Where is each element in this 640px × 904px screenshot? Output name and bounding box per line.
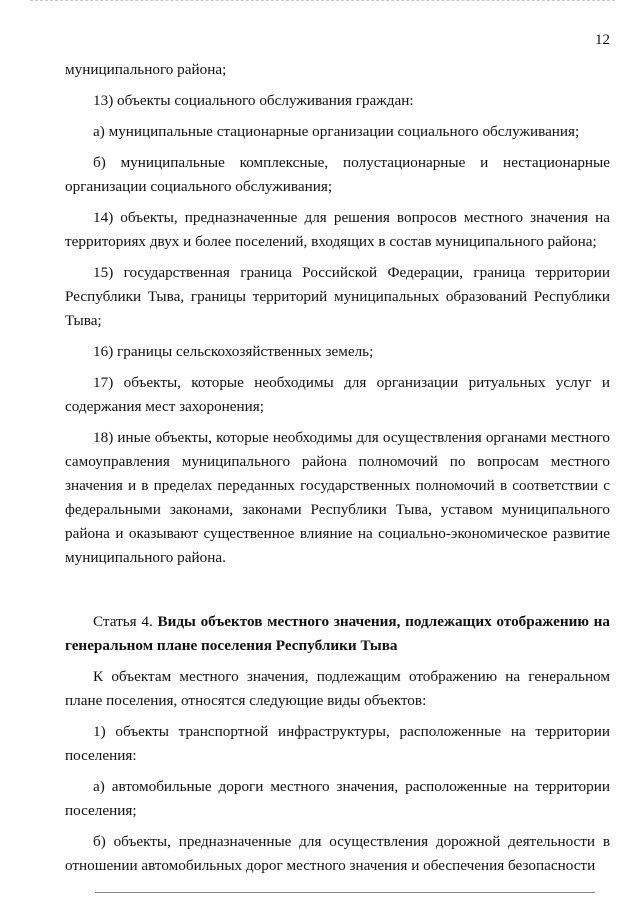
document-body — [65, 58, 610, 885]
list-item-13: 13) объекты социального обслуживания граждан: — [93, 92, 414, 109]
bottom-scan-border — [95, 892, 595, 893]
list-item-17: 17) объекты, которые необходимы для организации ритуальных услуг и содержания мест захоронения; — [65, 374, 610, 415]
list-item-1a: а) автомобильные дороги местного значения, расположенные на территории поселения; — [65, 778, 610, 819]
paragraph: муниципального района; — [65, 61, 227, 78]
page-number: 12 — [595, 32, 610, 48]
list-item-15: 15) государственная граница Российской Федерации, граница территории Республики Тыва, границы территорий муниципальных образований Республики Тыва; — [65, 264, 610, 329]
article-label: Статья 4. — [93, 613, 153, 630]
list-item-1b: б) объекты, предназначенные для осуществления дорожной деятельности в отношении автомобильных дорог местного значения и обеспечения безопасности — [65, 833, 610, 874]
article-heading — [65, 610, 610, 658]
article-title: Виды объектов местного значения, подлежащих отображению на генеральном плане поселения Республики Тыва — [65, 613, 610, 654]
list-item-16: 16) границы сельскохозяйственных земель; — [93, 343, 374, 360]
list-item-13b: б) муниципальные комплексные, полустационарные и нестационарные организации социального обслуживания; — [65, 154, 610, 195]
top-scan-border — [30, 0, 615, 4]
list-item-1: 1) объекты транспортной инфраструктуры, расположенные на территории поселения: — [65, 723, 610, 764]
paragraph: К объектам местного значения, подлежащим отображению на генеральном плане поселения, относятся следующие виды объектов: — [65, 668, 610, 709]
list-item-14: 14) объекты, предназначенные для решения вопросов местного значения на территориях двух и более поселений, входящих в состав муниципального района; — [65, 209, 610, 250]
list-item-18: 18) иные объекты, которые необходимы для осуществления органами местного самоуправления муниципального района полномочий по вопросам местного значения и в пределах переданных государственных полномочий в соответствии с федеральными законами, законами Республики Тыва, уставом муниципального района и оказывают существенное влияние на социально-экономическое развитие муниципального района. — [65, 429, 610, 566]
list-item-13a: а) муниципальные стационарные организации социального обслуживания; — [93, 123, 580, 140]
